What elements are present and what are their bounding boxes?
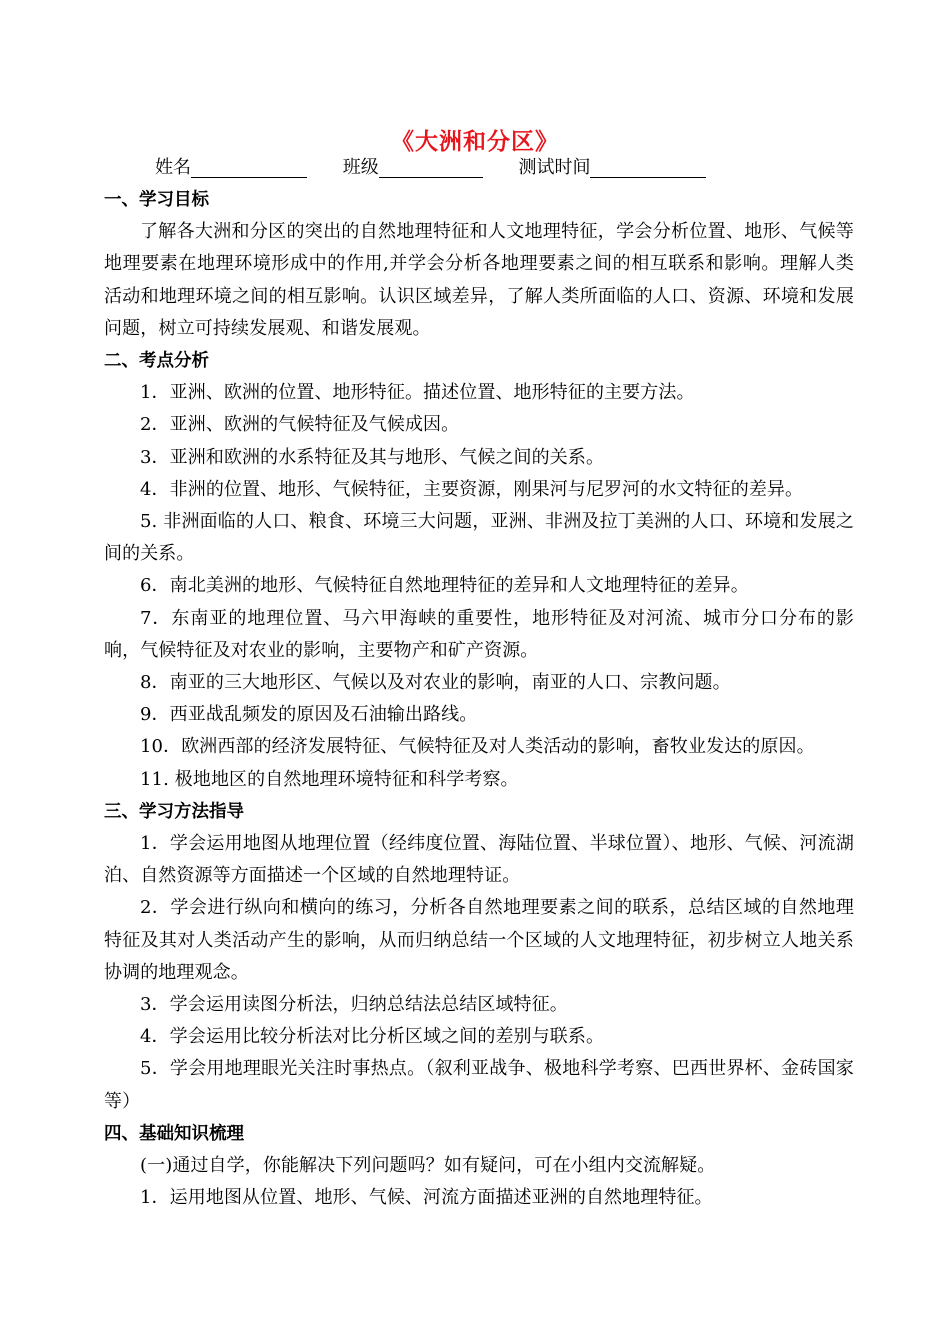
section-heading-basic-knowledge: 四、基础知识梳理: [104, 1123, 244, 1144]
list-item: 2．亚洲、欧洲的气候特征及气候成因。: [140, 414, 460, 436]
list-item: 7．东南亚的地理位置、马六甲海峡的重要性，地形特征及对河流、城市分口分布的影响，气候特征及对农业的影响，主要物产和矿产资源。: [104, 607, 854, 661]
section-heading-exam-points: 二、考点分析: [104, 351, 209, 372]
document-title: 《大洲和分区》: [391, 129, 559, 155]
name-blank[interactable]: [191, 157, 307, 178]
test-time-blank[interactable]: [590, 157, 706, 178]
test-time-label: 测试时间: [518, 157, 591, 178]
list-item: 3．亚洲和欧洲的水系特征及其与地形、气候之间的关系。: [140, 446, 605, 468]
class-blank[interactable]: [379, 157, 483, 178]
list-item: 1．亚洲、欧洲的位置、地形特征。描述位置、地形特征的主要方法。: [140, 382, 695, 404]
list-item: 9．西亚战乱频发的原因及石油输出路线。: [140, 704, 478, 726]
list-item: 1．运用地图从位置、地形、气候、河流方面描述亚洲的自然地理特征。: [140, 1187, 713, 1209]
student-info-row: [155, 156, 706, 180]
list-item: 5. 非洲面临的人口、粮食、环境三大问题，亚洲、非洲及拉丁美洲的人口、环境和发展之间的关系。: [104, 511, 854, 565]
list-item: 4．学会运用比较分析法对比分析区域之间的差别与联系。: [140, 1026, 605, 1048]
list-item: (一)通过自学，你能解决下列问题吗？如有疑问，可在小组内交流解疑。: [140, 1155, 716, 1177]
learning-goals-text: 了解各大洲和分区的突出的自然地理特征和人文地理特征，学会分析位置、地形、气候等地理要素在地理环境形成中的作用,并学会分析各地理要素之间的相互联系和影响。理解人类活动和地理环境之间的相互影响。认识区域差异，了解人类所面临的人口、资源、环境和发展问题，树立可持续发展观、和谐发展观。: [104, 221, 854, 339]
section-heading-learning-goals: 一、学习目标: [104, 190, 209, 210]
name-label: 姓名: [155, 157, 191, 178]
list-item: 1．学会运用地图从地理位置（经纬度位置、海陆位置、半球位置）、地形、气候、河流湖泊、自然资源等方面描述一个区域的自然地理特证。: [104, 833, 854, 887]
list-item: 10．欧洲西部的经济发展特征、气候特征及对人类活动的影响，畜牧业发达的原因。: [140, 736, 815, 758]
list-item: 8．南亚的三大地形区、气候以及对农业的影响，南亚的人口、宗教问题。: [140, 672, 731, 694]
list-item: 6．南北美洲的地形、气候特征自然地理特征的差异和人文地理特征的差异。: [140, 575, 749, 597]
list-item: 5．学会用地理眼光关注时事热点。（叙利亚战争、极地科学考察、巴西世界杯、金砖国家等）: [104, 1058, 854, 1112]
section-heading-study-methods: 三、学习方法指导: [104, 801, 244, 822]
document-body: [104, 184, 854, 1215]
class-label: 班级: [342, 157, 379, 178]
list-item: 3．学会运用读图分析法，归纳总结法总结区域特征。: [140, 994, 568, 1016]
list-item: 4．非洲的位置、地形、气候特征，主要资源，刚果河与尼罗河的水文特征的差异。: [140, 478, 804, 500]
list-item: 2．学会进行纵向和横向的练习，分析各自然地理要素之间的联系，总结区域的自然地理特征及其对人类活动产生的影响，从而归纳总结一个区域的人文地理特征，初步树立人地关系协调的地理观念。: [104, 897, 854, 983]
list-item: 11. 极地地区的自然地理环境特征和科学考察。: [140, 768, 519, 790]
